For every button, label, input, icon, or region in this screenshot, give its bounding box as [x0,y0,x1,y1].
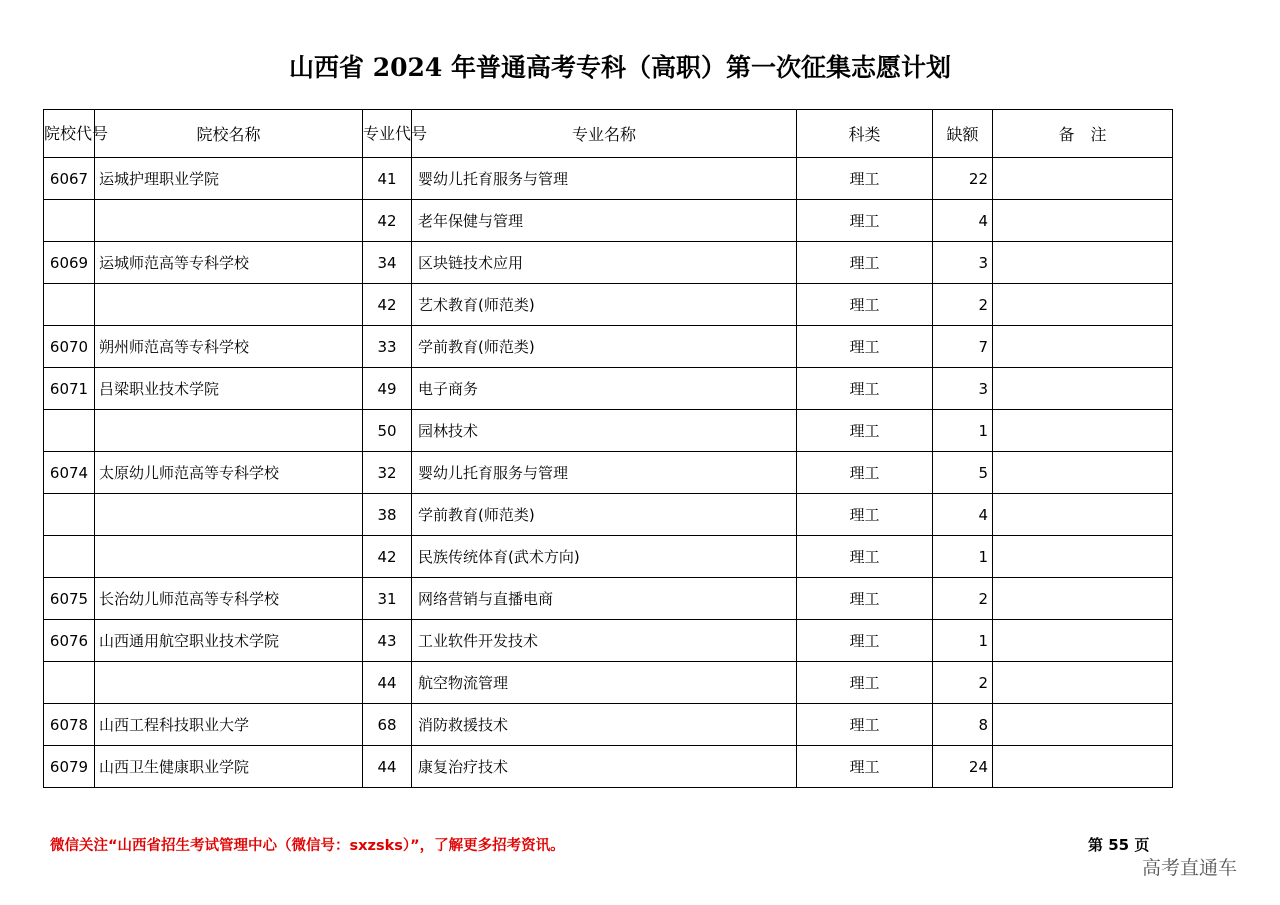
cell-major-name: 消防救援技术 [412,704,797,746]
table-row [44,746,1173,788]
cell-vacancy: 1 [933,410,993,452]
header-school-name: 院校名称 [95,110,363,158]
cell-remark [993,620,1173,662]
cell-major-name: 学前教育(师范类) [412,326,797,368]
cell-major-code: 44 [363,746,412,788]
cell-school-name: 山西工程科技职业大学 [95,704,363,746]
table-row [44,242,1173,284]
cell-remark [993,158,1173,200]
cell-category: 理工 [797,452,933,494]
cell-vacancy: 3 [933,368,993,410]
header-vacancy: 缺额 [933,110,993,158]
cell-school-code: 6070 [44,326,95,368]
cell-school-code [44,410,95,452]
table-row [44,704,1173,746]
header-category: 科类 [797,110,933,158]
cell-remark [993,242,1173,284]
cell-major-code: 33 [363,326,412,368]
cell-category: 理工 [797,494,933,536]
cell-remark [993,326,1173,368]
cell-vacancy: 2 [933,578,993,620]
cell-school-name [95,284,363,326]
cell-vacancy: 5 [933,452,993,494]
header-remark: 备 注 [993,110,1173,158]
table-row [44,410,1173,452]
cell-major-code: 34 [363,242,412,284]
header-school-code: 院校代号 [44,110,95,158]
cell-vacancy: 1 [933,536,993,578]
cell-major-name: 老年保健与管理 [412,200,797,242]
cell-major-name: 园林技术 [412,410,797,452]
cell-major-code: 68 [363,704,412,746]
cell-school-code [44,662,95,704]
cell-category: 理工 [797,368,933,410]
table-row [44,158,1173,200]
cell-remark [993,746,1173,788]
cell-major-name: 航空物流管理 [412,662,797,704]
page-number: 第 55 页 [1088,836,1150,854]
cell-remark [993,452,1173,494]
cell-school-code: 6067 [44,158,95,200]
cell-school-name: 山西卫生健康职业学院 [95,746,363,788]
table-row [44,452,1173,494]
cell-remark [993,662,1173,704]
cell-school-name: 朔州师范高等专科学校 [95,326,363,368]
cell-school-name [95,410,363,452]
cell-category: 理工 [797,158,933,200]
cell-vacancy: 2 [933,662,993,704]
cell-major-name: 网络营销与直播电商 [412,578,797,620]
cell-school-name [95,200,363,242]
cell-category: 理工 [797,200,933,242]
cell-category: 理工 [797,746,933,788]
cell-major-name: 学前教育(师范类) [412,494,797,536]
cell-vacancy: 22 [933,158,993,200]
table-header-row [44,110,1173,158]
cell-major-code: 50 [363,410,412,452]
cell-school-name: 吕梁职业技术学院 [95,368,363,410]
wechat-follow-note: 微信关注“山西省招生考试管理中心（微信号：sxzsks）”，了解更多招考资讯。 [50,838,565,854]
cell-major-code: 32 [363,452,412,494]
header-major-code: 专业代号 [363,110,412,158]
cell-major-name: 民族传统体育(武术方向) [412,536,797,578]
cell-vacancy: 4 [933,494,993,536]
table-body [44,158,1173,788]
cell-category: 理工 [797,620,933,662]
cell-school-code: 6076 [44,620,95,662]
cell-major-code: 42 [363,536,412,578]
cell-school-code [44,536,95,578]
header-major-name: 专业名称 [412,110,797,158]
cell-vacancy: 7 [933,326,993,368]
cell-category: 理工 [797,662,933,704]
cell-remark [993,200,1173,242]
cell-remark [993,704,1173,746]
table-row [44,662,1173,704]
cell-major-code: 49 [363,368,412,410]
cell-school-code [44,284,95,326]
cell-remark [993,536,1173,578]
enrollment-plan-table [43,109,1173,788]
cell-school-name: 长治幼儿师范高等专科学校 [95,578,363,620]
cell-remark [993,410,1173,452]
document-title: 山西省 2024 年普通高考专科（高职）第一次征集志愿计划 [289,53,951,82]
cell-remark [993,578,1173,620]
cell-category: 理工 [797,242,933,284]
cell-category: 理工 [797,410,933,452]
table-row [44,284,1173,326]
table-row [44,200,1173,242]
cell-vacancy: 8 [933,704,993,746]
cell-major-name: 电子商务 [412,368,797,410]
cell-school-name: 太原幼儿师范高等专科学校 [95,452,363,494]
cell-school-code: 6078 [44,704,95,746]
table-row [44,326,1173,368]
cell-major-code: 42 [363,284,412,326]
cell-school-name: 山西通用航空职业技术学院 [95,620,363,662]
cell-major-code: 43 [363,620,412,662]
cell-remark [993,368,1173,410]
table-row [44,620,1173,662]
cell-major-code: 44 [363,662,412,704]
cell-remark [993,284,1173,326]
cell-category: 理工 [797,704,933,746]
cell-category: 理工 [797,578,933,620]
cell-major-name: 康复治疗技术 [412,746,797,788]
table-row [44,578,1173,620]
cell-remark [993,494,1173,536]
cell-vacancy: 1 [933,620,993,662]
cell-school-name: 运城护理职业学院 [95,158,363,200]
cell-major-name: 区块链技术应用 [412,242,797,284]
cell-vacancy: 3 [933,242,993,284]
table-row [44,536,1173,578]
cell-school-code [44,200,95,242]
cell-vacancy: 24 [933,746,993,788]
cell-major-code: 38 [363,494,412,536]
cell-category: 理工 [797,284,933,326]
watermark: 高考直通车 [1142,857,1238,879]
cell-school-name [95,494,363,536]
cell-major-name: 艺术教育(师范类) [412,284,797,326]
cell-school-code [44,494,95,536]
cell-school-name [95,536,363,578]
table-row [44,368,1173,410]
cell-school-code: 6075 [44,578,95,620]
cell-category: 理工 [797,326,933,368]
table-row [44,494,1173,536]
cell-school-name: 运城师范高等专科学校 [95,242,363,284]
cell-major-name: 婴幼儿托育服务与管理 [412,452,797,494]
cell-school-name [95,662,363,704]
cell-major-name: 婴幼儿托育服务与管理 [412,158,797,200]
cell-major-name: 工业软件开发技术 [412,620,797,662]
cell-school-code: 6074 [44,452,95,494]
cell-vacancy: 2 [933,284,993,326]
cell-major-code: 42 [363,200,412,242]
cell-vacancy: 4 [933,200,993,242]
cell-school-code: 6069 [44,242,95,284]
cell-school-code: 6071 [44,368,95,410]
cell-major-code: 31 [363,578,412,620]
cell-category: 理工 [797,536,933,578]
cell-school-code: 6079 [44,746,95,788]
cell-major-code: 41 [363,158,412,200]
